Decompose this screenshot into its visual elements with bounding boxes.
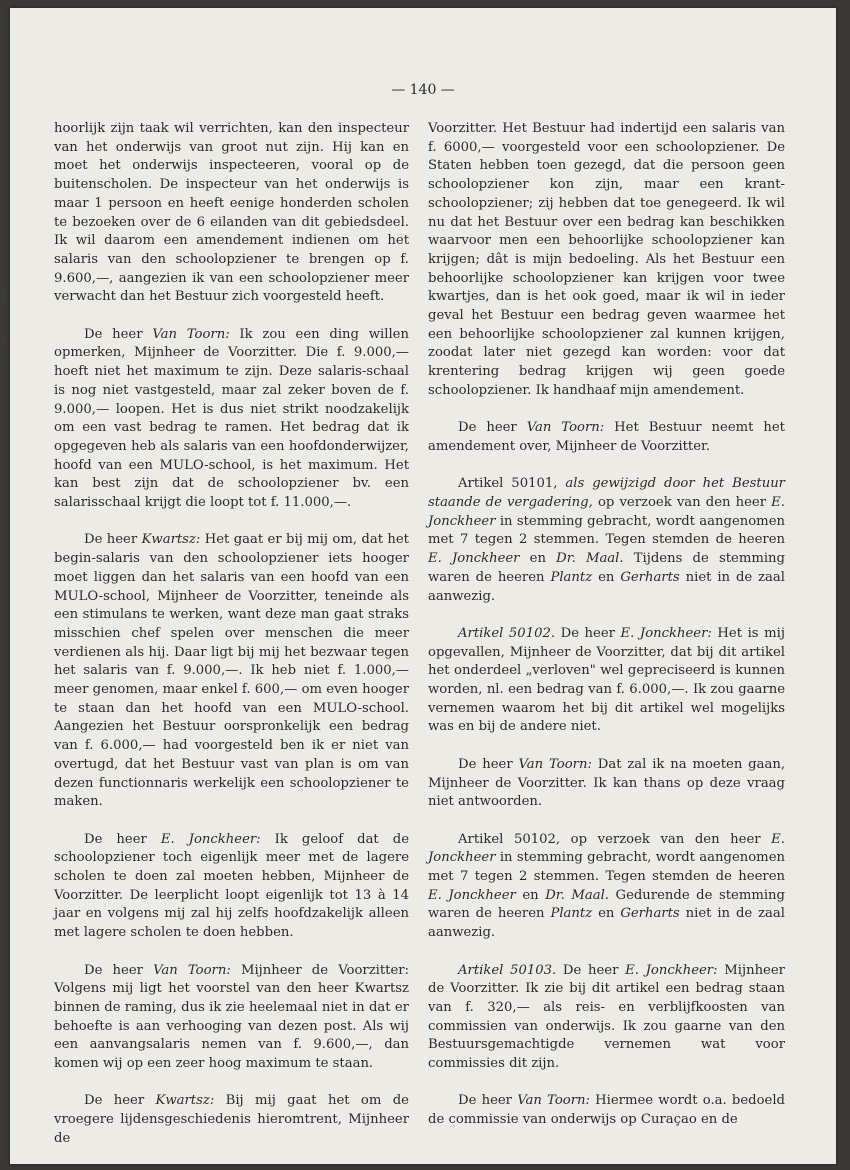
de-heer: De heer [458, 420, 517, 436]
speech-text: Ik geloof dat de schoolopziener toch eigenlijk meer met de lagere scholen te doen zal moeten hebben, Mijnheer de Voorzitter. De leerplicht loopt eigenlijk tot 13 à 14 jaar en volgens mij zal hij zelfs hoofdzakelijk alleen met lagere scholen te doen hebben. [54, 831, 409, 941]
person-name: E. Jonckheer [428, 887, 516, 903]
person-name: Plantz [550, 906, 593, 922]
speaker-name: Van Toorn: [526, 420, 605, 436]
text: en [522, 887, 539, 903]
article-ref: Artikel 50103. [458, 962, 557, 978]
text: en [598, 906, 615, 922]
margin-mark [6, 294, 9, 297]
page-number: — 140 — [391, 82, 455, 98]
article-ref: Artikel 50101, [458, 476, 558, 492]
text: niet in de zaal aanwezig. [428, 906, 785, 941]
text: niet in de zaal aanwezig. [428, 569, 785, 604]
speech-text: Mijnheer de Voorzitter. Ik zie bij dit artikel een bedrag staan van f. 320,— als reis- en verblijfkoosten van commissien van onderwijs. Ik zou gaarne van den Bestuursgemachtigde vernemen wat voor commissies dit zijn. [428, 962, 785, 1072]
paragraph [54, 326, 409, 513]
speech-text: Hiermee wordt o.a. bedoeld de commissie van onderwijs op Curaçao en de [428, 1093, 785, 1128]
paragraph [54, 1092, 409, 1148]
speaker-name: Kwartsz: [155, 1093, 215, 1109]
person-name: Gerharts [620, 569, 680, 585]
paragraph [428, 831, 785, 943]
speaker-name: Van Toorn: [153, 962, 231, 978]
paragraph: hoorlijk zijn taak wil verrichten, kan den inspecteur van het onderwijs van groot nut zijn. Hij kan en moet het onderwijs inspecteeren, vooral op de buitenscholen. De inspecteur van het onderwijs is maar 1 persoon en heeft eenige honderden scholen te bezoeken over de 6 eilanden van dit gebiedsdeel. Ik wil daarom een amendement indienen om het salaris van den schoolopziener te brengen op f. 9.600,—, aangezien ik van een schoolopziener meer verwacht dan het Bestuur zich voorgesteld heeft. [54, 121, 409, 305]
paragraph [428, 625, 785, 737]
text: in stemming gebracht, wordt aangenomen met 7 tegen 2 stemmen. Tegen stemden de heeren [428, 513, 785, 548]
right-column [428, 120, 785, 1149]
speech-text: Het Bestuur neemt het amendement over, Mijnheer de Voorzitter. [428, 420, 785, 454]
de-heer: De heer [84, 532, 138, 548]
person-name: E. Jonckheer [428, 495, 785, 529]
speaker-name: E. Jonckheer: [625, 962, 718, 978]
document-page [10, 8, 836, 1164]
margin-mark [6, 340, 9, 343]
person-name: Dr. Maal. [556, 551, 624, 567]
de-heer: De heer [562, 962, 619, 978]
speaker-name: E. Jonckheer: [620, 625, 712, 641]
speech-text: Mijnheer de Voorzitter: Volgens mij ligt het voorstel van den heer Kwartsz binnen de raming, dus ik zie heelemaal niet in dat er behoefte is aan verhooging van dezen post. Als wij een aanvangsalaris nemen van f. 9.600,—, dan komen wij op een zeer hoog maximum te staan. [54, 962, 410, 1072]
speaker-name: Van Toorn: [518, 756, 592, 772]
paragraph [428, 1092, 785, 1129]
paragraph [54, 962, 409, 1074]
person-name: E. Jonckheer [428, 551, 520, 567]
speaker-name: Kwartsz: [141, 532, 201, 548]
de-heer: De heer [84, 326, 143, 342]
person-name: Plantz [550, 569, 593, 585]
speaker-name: Van Toorn: [152, 326, 230, 342]
paragraph [428, 419, 785, 456]
text: Artikel 50102, op verzoek van den heer [458, 831, 761, 847]
speaker-name: E. Jonckheer: [160, 831, 261, 847]
speech-text: Ik zou een ding willen opmerken, Mijnheer de Voorzitter. Die f. 9.000,— hoeft niet het maximum te zijn. Deze salaris-schaal is nog niet vastgesteld, maar zal zeker boven de f. 9.000,— loopen. Het is dus niet strikt noodzakelijk om een vast bedrag te ramen. Het bedrag dat ik opgegeven heb als salaris van een hoofdonderwijzer, hoofd van een MULO-school, is het maximum. Het kan best zijn dat de schoolopziener bv. een salarisschaal krijgt die loopt tot f. 11.000,—. [54, 326, 409, 511]
paragraph [54, 531, 409, 812]
de-heer: De heer [458, 756, 513, 772]
de-heer: De heer [560, 625, 615, 641]
text: en [529, 551, 546, 567]
de-heer: De heer [84, 831, 147, 847]
text: Gedurende de stemming waren de heeren [428, 887, 785, 922]
speech-text: Het gaat er bij mij om, dat het begin-salaris van den schoolopziener iets hooger moet liggen dan het salaris van een hoofd van een MULO-school, Mijnheer de Voorzitter, teneinde als een stimulans te werken, want deze man gaat straks misschien chef spelen over menschen die meer verdienen als hij. Daar ligt bij mij het bezwaar tegen het salaris van f. 9.000,—. Ik heb niet f. 1.000,— meer genomen, maar enkel f. 600,— om even hooger te staan dan het hoofd van een MULO-school. Aangezien het Bestuur oorspronkelijk een bedrag van f. 6.000,— had voorgesteld ben ik er niet van overtugd, dat het Bestuur vast van plan is om van dezen functionnaris werkelijk een schoolopziener te maken. [54, 532, 409, 810]
speech-text: Bij mij gaat het om de vroegere lijdensgeschiedenis hieromtrent, Mijnheer de [54, 1093, 409, 1146]
paragraph [428, 475, 785, 606]
speech-text: Dat zal ik na moeten gaan, Mijnheer de Voorzitter. Ik kan thans op deze vraag niet antwoorden. [428, 756, 786, 810]
paragraph [428, 756, 785, 812]
italic-text: als gewijzigd door het Bestuur staande de vergadering, [428, 476, 785, 511]
person-name: Dr. Maal. [545, 887, 609, 903]
paragraph [428, 962, 785, 1074]
article-ref: Artikel 50102. [458, 625, 556, 641]
de-heer: De heer [84, 1093, 145, 1109]
speech-text: Het is mij opgevallen, Mijnheer de Voorzitter, dat bij dit artikel het onderdeel „verloven" wel gepreciseerd is kunnen worden, nl. een bedrag van f. 6.000,—. Ik zou gaarne vernemen waarom het bij dit artikel wel mogelijks was en bij de andere niet. [428, 625, 785, 735]
paragraph [54, 831, 409, 943]
de-heer: De heer [84, 962, 143, 978]
text: op verzoek van den heer [597, 495, 767, 511]
left-column [54, 120, 409, 1167]
person-name: Gerharts [620, 906, 680, 922]
person-name: E. Jonckheer [428, 831, 785, 866]
de-heer: De heer [458, 1093, 512, 1109]
text: in stemming gebracht, wordt aangenomen met 7 tegen 2 stemmen. Tegen stemden de heeren [428, 850, 785, 885]
speaker-name: Van Toorn: [517, 1093, 590, 1109]
text: Tijdens de stemming waren de heeren [428, 551, 785, 585]
text: en [598, 569, 615, 585]
paragraph: Voorzitter. Het Bestuur had indertijd een salaris van f. 6000,— voorgesteld voor een schoolopziener. De Staten hebben toen gezegd, dat die persoon geen schoolopziener kon zijn, maar een krant-schoolopziener; zij hebben dat toe genegeerd. Ik wil nu dat het Bestuur over een bedrag kan beschikken waarvoor men een behoorlijke schoolopziener kan krijgen; dât is mijn bedoeling. Als het Bestuur een behoorlijke schoolopziener kan krijgen voor twee kwartjes, dan is het ook goed, maar ik wil in ieder geval het Bestuur een bedrag geven waarmee het een behoorlijke schoolopziener zal kunnen krijgen, zoodat later niet gezegd kan worden: voor dat krentering bedrag krijgen wij geen goede schoolopziener. Ik handhaaf mijn amendement. [428, 121, 785, 398]
